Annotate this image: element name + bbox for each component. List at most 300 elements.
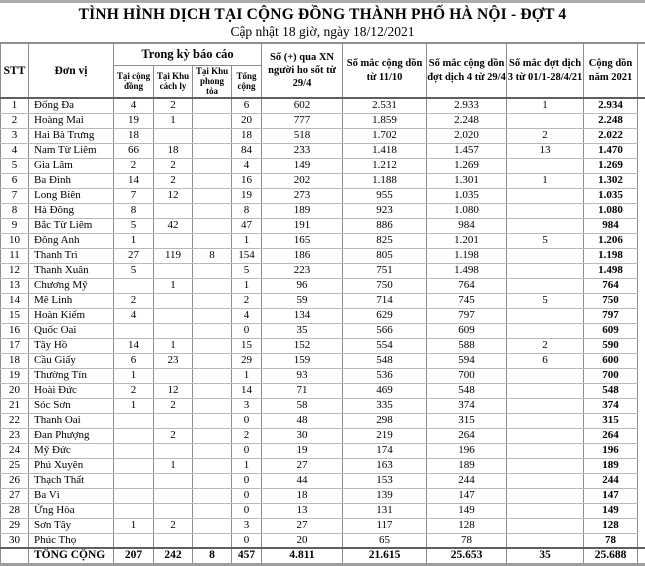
table-row <box>1 428 645 443</box>
total-value-cell: 457 <box>232 548 262 564</box>
table-row <box>1 488 645 503</box>
value-cell: 2.934 <box>584 98 638 113</box>
value-cell: 20 <box>262 533 343 548</box>
value-cell <box>193 473 232 488</box>
value-cell: 128 <box>427 518 507 533</box>
table-row <box>1 323 645 338</box>
value-cell: 2 <box>114 158 154 173</box>
value-cell <box>114 278 154 293</box>
col-header-dot-dich-3: Số mắc đợt dịch 3 từ 01/1-28/4/21 <box>507 43 584 98</box>
value-cell: 117 <box>343 518 427 533</box>
value-cell: 159 <box>262 353 343 368</box>
value-cell <box>154 533 193 548</box>
value-cell: 6 <box>507 353 584 368</box>
col-header-tai-cong-dong: Tại cộng đồng <box>114 65 154 98</box>
district-cell: Mê Linh <box>29 293 114 308</box>
district-cell: Hà Đông <box>29 203 114 218</box>
value-cell: 629 <box>343 308 427 323</box>
value-cell: 750 <box>584 293 638 308</box>
value-cell: 273 <box>262 188 343 203</box>
value-cell: 751 <box>343 263 427 278</box>
value-cell: 1.080 <box>427 203 507 218</box>
value-cell: 764 <box>427 278 507 293</box>
value-cell: 153 <box>343 473 427 488</box>
value-cell: 18 <box>232 128 262 143</box>
stt-cell: 22 <box>1 413 29 428</box>
value-cell <box>114 443 154 458</box>
district-cell: Sóc Sơn <box>29 398 114 413</box>
gutter-cell <box>638 383 645 398</box>
value-cell: 14 <box>114 338 154 353</box>
table-row <box>1 188 645 203</box>
value-cell: 700 <box>584 368 638 383</box>
gutter-cell <box>638 533 645 548</box>
value-cell: 5 <box>232 263 262 278</box>
table-row <box>1 503 645 518</box>
table-row <box>1 248 645 263</box>
value-cell: 30 <box>262 428 343 443</box>
total-value-cell: 207 <box>114 548 154 564</box>
district-cell: Gia Lâm <box>29 158 114 173</box>
value-cell: 1 <box>114 368 154 383</box>
value-cell: 1 <box>232 458 262 473</box>
value-cell <box>114 533 154 548</box>
district-cell: Ba Đình <box>29 173 114 188</box>
value-cell: 244 <box>427 473 507 488</box>
value-cell: 149 <box>584 503 638 518</box>
gutter-cell <box>638 368 645 383</box>
value-cell: 16 <box>232 173 262 188</box>
value-cell <box>507 533 584 548</box>
value-cell: 1.859 <box>343 113 427 128</box>
total-label: TỔNG CỘNG <box>29 548 114 564</box>
total-value-cell: 4.811 <box>262 548 343 564</box>
total-value-cell: 21.615 <box>343 548 427 564</box>
value-cell: 2 <box>154 98 193 113</box>
value-cell: 805 <box>343 248 427 263</box>
district-cell: Thạch Thất <box>29 473 114 488</box>
value-cell: 154 <box>232 248 262 263</box>
value-cell: 233 <box>262 143 343 158</box>
value-cell <box>507 218 584 233</box>
value-cell: 536 <box>343 368 427 383</box>
value-cell: 1 <box>232 278 262 293</box>
value-cell: 3 <box>232 398 262 413</box>
table-row <box>1 338 645 353</box>
covid-report-table <box>0 42 645 566</box>
value-cell <box>114 428 154 443</box>
value-cell <box>193 143 232 158</box>
value-cell: 119 <box>154 248 193 263</box>
value-cell: 315 <box>584 413 638 428</box>
value-cell: 1.201 <box>427 233 507 248</box>
value-cell <box>193 233 232 248</box>
district-cell: Đan Phượng <box>29 428 114 443</box>
value-cell: 202 <box>262 173 343 188</box>
value-cell <box>193 533 232 548</box>
value-cell <box>507 278 584 293</box>
gutter-cell <box>638 488 645 503</box>
gutter-cell <box>638 248 645 263</box>
value-cell: 5 <box>507 233 584 248</box>
gutter-cell <box>638 98 645 113</box>
value-cell: 4 <box>114 308 154 323</box>
value-cell <box>507 248 584 263</box>
value-cell: 602 <box>262 98 343 113</box>
value-cell: 594 <box>427 353 507 368</box>
value-cell: 93 <box>262 368 343 383</box>
gutter-cell <box>638 158 645 173</box>
value-cell: 2 <box>154 398 193 413</box>
value-cell: 14 <box>232 383 262 398</box>
district-cell: Đông Anh <box>29 233 114 248</box>
value-cell <box>193 488 232 503</box>
district-cell: Hai Bà Trưng <box>29 128 114 143</box>
value-cell: 264 <box>584 428 638 443</box>
value-cell <box>154 503 193 518</box>
value-cell <box>154 293 193 308</box>
value-cell: 1 <box>114 233 154 248</box>
value-cell: 4 <box>232 308 262 323</box>
value-cell: 0 <box>232 443 262 458</box>
value-cell: 18 <box>154 143 193 158</box>
stt-cell: 26 <box>1 473 29 488</box>
district-cell: Quốc Oai <box>29 323 114 338</box>
district-cell: Thanh Oai <box>29 413 114 428</box>
stt-cell: 5 <box>1 158 29 173</box>
gutter-cell <box>638 278 645 293</box>
value-cell: 196 <box>584 443 638 458</box>
value-cell: 2 <box>507 128 584 143</box>
district-cell: Hoài Đức <box>29 383 114 398</box>
value-cell: 18 <box>114 128 154 143</box>
value-cell: 149 <box>262 158 343 173</box>
district-cell: Long Biên <box>29 188 114 203</box>
table-row <box>1 383 645 398</box>
value-cell: 219 <box>343 428 427 443</box>
table-row <box>1 473 645 488</box>
value-cell: 2.248 <box>584 113 638 128</box>
value-cell <box>154 308 193 323</box>
value-cell <box>193 323 232 338</box>
stt-cell: 4 <box>1 143 29 158</box>
table-row <box>1 278 645 293</box>
gutter-cell <box>638 473 645 488</box>
value-cell: 2 <box>114 383 154 398</box>
gutter-cell <box>638 353 645 368</box>
value-cell: 96 <box>262 278 343 293</box>
value-cell: 7 <box>114 188 154 203</box>
stt-cell: 29 <box>1 518 29 533</box>
stt-cell: 10 <box>1 233 29 248</box>
value-cell: 2 <box>507 338 584 353</box>
value-cell: 244 <box>584 473 638 488</box>
value-cell <box>507 263 584 278</box>
value-cell: 29 <box>232 353 262 368</box>
district-cell: Tây Hồ <box>29 338 114 353</box>
stt-cell: 23 <box>1 428 29 443</box>
table-row <box>1 413 645 428</box>
value-cell: 1.212 <box>343 158 427 173</box>
value-cell: 189 <box>584 458 638 473</box>
value-cell <box>193 98 232 113</box>
value-cell: 4 <box>114 98 154 113</box>
value-cell: 1.702 <box>343 128 427 143</box>
gutter-cell <box>638 173 645 188</box>
value-cell: 374 <box>427 398 507 413</box>
value-cell: 0 <box>232 488 262 503</box>
table-row <box>1 233 645 248</box>
value-cell <box>507 443 584 458</box>
value-cell <box>193 443 232 458</box>
value-cell <box>507 458 584 473</box>
value-cell <box>507 188 584 203</box>
value-cell: 548 <box>343 353 427 368</box>
value-cell: 548 <box>584 383 638 398</box>
value-cell: 2 <box>114 293 154 308</box>
value-cell: 700 <box>427 368 507 383</box>
value-cell: 147 <box>427 488 507 503</box>
district-cell: Thanh Xuân <box>29 263 114 278</box>
value-cell <box>154 263 193 278</box>
value-cell <box>507 158 584 173</box>
value-cell <box>193 113 232 128</box>
stt-cell: 28 <box>1 503 29 518</box>
value-cell: 19 <box>232 188 262 203</box>
value-cell: 298 <box>343 413 427 428</box>
value-cell <box>507 518 584 533</box>
stt-cell: 12 <box>1 263 29 278</box>
value-cell: 35 <box>262 323 343 338</box>
value-cell <box>507 323 584 338</box>
value-cell: 0 <box>232 413 262 428</box>
gutter-cell <box>638 218 645 233</box>
value-cell: 0 <box>232 533 262 548</box>
value-cell: 8 <box>232 203 262 218</box>
value-cell <box>193 308 232 323</box>
value-cell: 2.248 <box>427 113 507 128</box>
value-cell <box>507 368 584 383</box>
value-cell: 1.418 <box>343 143 427 158</box>
district-cell: Nam Từ Liêm <box>29 143 114 158</box>
total-value-cell: 8 <box>193 548 232 564</box>
value-cell: 469 <box>343 383 427 398</box>
value-cell: 1.198 <box>584 248 638 263</box>
value-cell: 78 <box>584 533 638 548</box>
gutter-cell <box>638 428 645 443</box>
value-cell: 134 <box>262 308 343 323</box>
value-cell: 14 <box>114 173 154 188</box>
value-cell: 147 <box>584 488 638 503</box>
gutter-cell <box>638 518 645 533</box>
value-cell: 84 <box>232 143 262 158</box>
gutter-cell <box>638 308 645 323</box>
value-cell <box>193 188 232 203</box>
gutter-cell <box>638 503 645 518</box>
gutter-cell <box>638 143 645 158</box>
value-cell: 223 <box>262 263 343 278</box>
stt-cell: 21 <box>1 398 29 413</box>
right-gutter <box>638 43 645 98</box>
value-cell: 1.470 <box>584 143 638 158</box>
gutter-cell <box>638 113 645 128</box>
value-cell: 152 <box>262 338 343 353</box>
stt-cell: 2 <box>1 113 29 128</box>
value-cell: 27 <box>114 248 154 263</box>
value-cell: 27 <box>262 458 343 473</box>
value-cell: 13 <box>507 143 584 158</box>
gutter-cell <box>638 323 645 338</box>
value-cell: 165 <box>262 233 343 248</box>
value-cell: 714 <box>343 293 427 308</box>
col-header-stt: STT <box>1 43 29 98</box>
district-cell: Chương Mỹ <box>29 278 114 293</box>
value-cell: 1.188 <box>343 173 427 188</box>
value-cell: 984 <box>584 218 638 233</box>
value-cell: 554 <box>343 338 427 353</box>
value-cell: 750 <box>343 278 427 293</box>
value-cell <box>193 353 232 368</box>
district-cell: Mỹ Đức <box>29 443 114 458</box>
district-cell: Hoàn Kiếm <box>29 308 114 323</box>
value-cell <box>193 368 232 383</box>
value-cell <box>507 488 584 503</box>
stt-cell: 15 <box>1 308 29 323</box>
value-cell: 8 <box>114 203 154 218</box>
value-cell: 139 <box>343 488 427 503</box>
value-cell <box>507 428 584 443</box>
value-cell: 6 <box>232 98 262 113</box>
value-cell: 19 <box>262 443 343 458</box>
col-header-tong-cong: Tổng cộng <box>232 65 262 98</box>
value-cell: 588 <box>427 338 507 353</box>
col-header-tai-khu-cach-ly: Tại Khu cách ly <box>154 65 193 98</box>
value-cell <box>154 233 193 248</box>
gutter-cell <box>638 203 645 218</box>
value-cell: 2 <box>232 428 262 443</box>
value-cell <box>193 218 232 233</box>
value-cell: 42 <box>154 218 193 233</box>
value-cell: 186 <box>262 248 343 263</box>
table-body <box>1 98 645 564</box>
value-cell: 47 <box>232 218 262 233</box>
value-cell: 548 <box>427 383 507 398</box>
value-cell: 15 <box>232 338 262 353</box>
value-cell: 1 <box>154 338 193 353</box>
value-cell: 59 <box>262 293 343 308</box>
district-cell: Thanh Trì <box>29 248 114 263</box>
district-cell: Ứng Hòa <box>29 503 114 518</box>
table-row <box>1 98 645 113</box>
value-cell: 1 <box>114 518 154 533</box>
gutter-cell <box>638 458 645 473</box>
stt-cell: 8 <box>1 203 29 218</box>
value-cell: 1.302 <box>584 173 638 188</box>
total-value-cell: 35 <box>507 548 584 564</box>
value-cell <box>193 173 232 188</box>
value-cell: 566 <box>343 323 427 338</box>
value-cell <box>154 473 193 488</box>
value-cell <box>193 278 232 293</box>
value-cell <box>154 488 193 503</box>
value-cell: 1.035 <box>584 188 638 203</box>
table-row <box>1 113 645 128</box>
value-cell: 2 <box>154 518 193 533</box>
gutter-cell <box>638 338 645 353</box>
value-cell: 2.531 <box>343 98 427 113</box>
value-cell <box>114 458 154 473</box>
district-cell: Phú Xuyên <box>29 458 114 473</box>
col-header-so-duong-tinh-xn: Số (+) qua XN người ho sốt từ 29/4 <box>262 43 343 98</box>
value-cell: 1 <box>232 233 262 248</box>
value-cell: 1.198 <box>427 248 507 263</box>
value-cell <box>154 203 193 218</box>
value-cell: 1.080 <box>584 203 638 218</box>
value-cell: 5 <box>114 218 154 233</box>
table-row <box>1 518 645 533</box>
value-cell: 1.457 <box>427 143 507 158</box>
value-cell: 2 <box>232 293 262 308</box>
value-cell: 825 <box>343 233 427 248</box>
value-cell: 78 <box>427 533 507 548</box>
gutter-cell <box>638 413 645 428</box>
value-cell: 189 <box>262 203 343 218</box>
col-header-don-vi: Đơn vị <box>29 43 114 98</box>
table-row <box>1 353 645 368</box>
page-title: TÌNH HÌNH DỊCH TẠI CỘNG ĐỒNG THÀNH PHỐ HÀ NỘI - ĐỢT 4 <box>0 3 645 24</box>
value-cell <box>154 443 193 458</box>
value-cell: 8 <box>193 248 232 263</box>
value-cell: 27 <box>262 518 343 533</box>
table-row <box>1 173 645 188</box>
value-cell: 764 <box>584 278 638 293</box>
value-cell: 335 <box>343 398 427 413</box>
stt-cell: 25 <box>1 458 29 473</box>
value-cell: 2.933 <box>427 98 507 113</box>
value-cell: 19 <box>114 113 154 128</box>
value-cell: 0 <box>232 323 262 338</box>
stt-cell: 9 <box>1 218 29 233</box>
value-cell: 2.020 <box>427 128 507 143</box>
value-cell <box>193 128 232 143</box>
value-cell: 1.269 <box>584 158 638 173</box>
value-cell: 2 <box>154 173 193 188</box>
district-cell: Sơn Tây <box>29 518 114 533</box>
value-cell: 5 <box>507 293 584 308</box>
value-cell: 58 <box>262 398 343 413</box>
value-cell <box>193 383 232 398</box>
value-cell: 1 <box>507 173 584 188</box>
district-cell: Phúc Thọ <box>29 533 114 548</box>
col-header-cong-don-nam-2021: Cộng dồn năm 2021 <box>584 43 638 98</box>
stt-cell: 16 <box>1 323 29 338</box>
value-cell <box>507 413 584 428</box>
col-header-group-trong-ky-bao-cao: Trong kỳ báo cáo <box>114 43 262 65</box>
value-cell: 20 <box>232 113 262 128</box>
stt-cell: 18 <box>1 353 29 368</box>
value-cell <box>154 128 193 143</box>
value-cell <box>114 323 154 338</box>
value-cell <box>154 413 193 428</box>
stt-cell: 14 <box>1 293 29 308</box>
gutter-cell <box>638 293 645 308</box>
stt-cell: 1 <box>1 98 29 113</box>
district-cell: Cầu Giấy <box>29 353 114 368</box>
district-cell: Hoàng Mai <box>29 113 114 128</box>
value-cell <box>507 473 584 488</box>
value-cell: 71 <box>262 383 343 398</box>
value-cell <box>507 308 584 323</box>
